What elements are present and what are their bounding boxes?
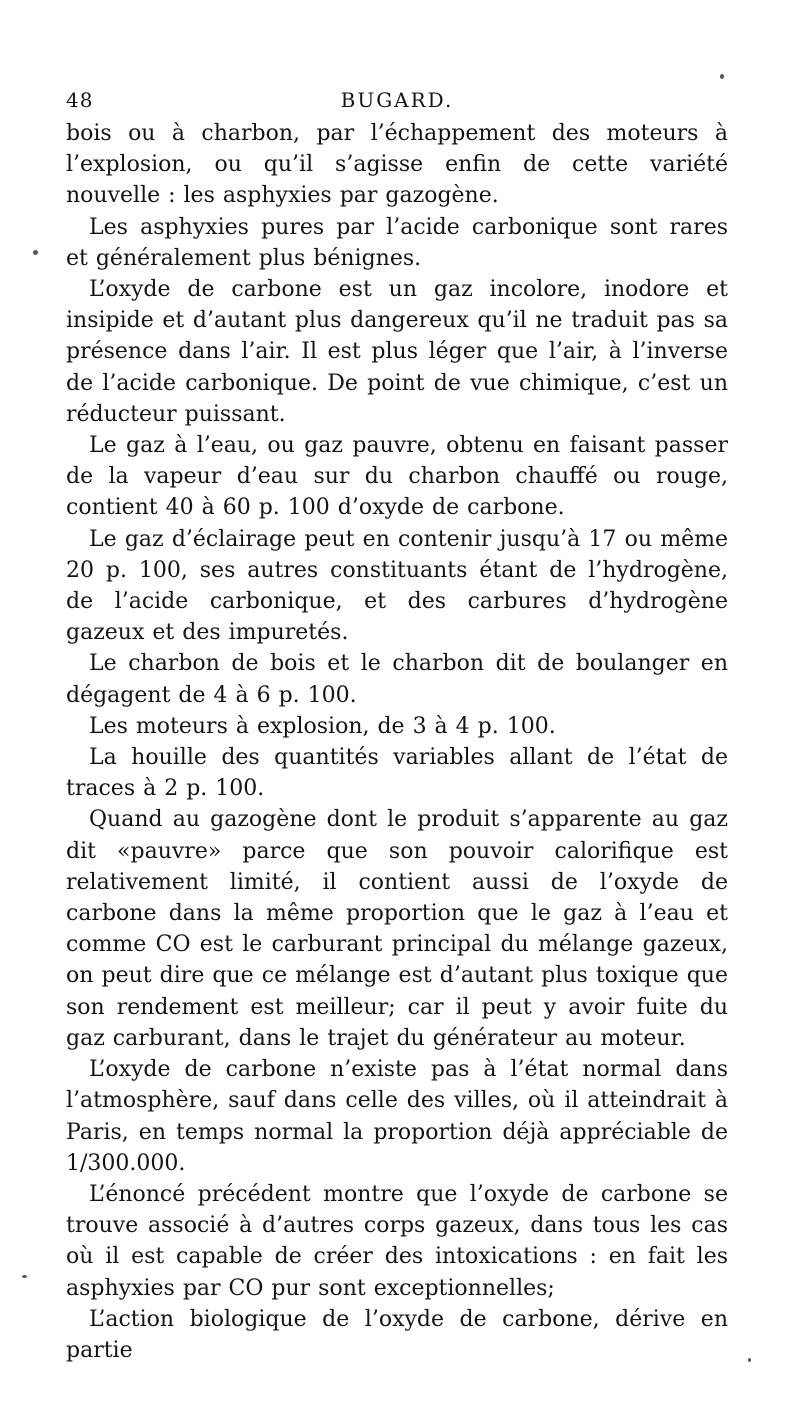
scan-speck: [22, 1275, 27, 1278]
running-head: BUGARD.: [340, 88, 454, 112]
scan-speck: [33, 250, 38, 255]
paragraph: L’énoncé précédent montre que l’oxyde de carbone se trouve associé à d’autres corps gazeux, dans tous les cas où il est capable de créer des intoxications : en fait les asphyxies par CO pur sont exceptionnelles;: [66, 1181, 728, 1301]
page-number: 48: [66, 88, 94, 112]
scan-speck: [748, 1358, 751, 1362]
paragraph: Les moteurs à explosion, de 3 à 4 p. 100.: [89, 713, 556, 739]
body-text: [66, 118, 728, 1366]
paragraph: Le gaz à l’eau, ou gaz pauvre, obtenu en faisant passer de la vapeur d’eau sur du charbon chauffé ou rouge, contient 40 à 60 p. 100 d’oxyde de carbone.: [66, 433, 728, 521]
paragraph: La houille des quantités variables allant de l’état de traces à 2 p. 100.: [66, 745, 728, 802]
paragraph: Le charbon de bois et le charbon dit de boulanger en dégagent de 4 à 6 p. 100.: [66, 651, 728, 708]
paragraph: L’oxyde de carbone est un gaz incolore, inodore et insipide et d’autant plus dangereux qu’il ne traduit pas sa présence dans l’air. Il est plus léger que l’air, à l’inverse de l’acide carbonique. De point de vue chimique, c’est un réducteur puissant.: [66, 277, 728, 427]
paragraph: L’action biologique de l’oxyde de carbone, dérive en partie: [66, 1306, 728, 1363]
paragraph: Le gaz d’éclairage peut en contenir jusqu’à 17 ou même 20 p. 100, ses autres constituants étant de l’hydrogène, de l’acide carbonique, et des carbures d’hydrogène gazeux et des impuretés.: [66, 526, 728, 646]
page-header: [66, 84, 728, 118]
paragraph: Quand au gazogène dont le produit s’apparente au gaz dit «pauvre» parce que son pouvoir calorifique est relativement limité, il contient aussi de l’oxyde de carbone dans la même proportion que le gaz à l’eau et comme CO est le carburant principal du mélange gazeux, on peut dire que ce mélange est d’autant plus toxique que son rendement est meilleur; car il peut y avoir fuite du gaz carburant, dans le trajet du générateur au moteur.: [66, 807, 728, 1051]
paragraph: Les asphyxies pures par l’acide carbonique sont rares et généralement plus bénignes.: [66, 214, 728, 271]
paragraph: bois ou à charbon, par l’échappement des moteurs à l’explosion, ou qu’il s’agisse enfin de cette variété nouvelle : les asphyxies par gazogène.: [66, 121, 728, 209]
paragraph: L’oxyde de carbone n’existe pas à l’état normal dans l’atmosphère, sauf dans celle des villes, où il atteindrait à Paris, en temps normal la proportion déjà appréciable de 1/300.000.: [66, 1057, 728, 1176]
book-page: [66, 84, 728, 1366]
scan-speck: [720, 74, 724, 79]
